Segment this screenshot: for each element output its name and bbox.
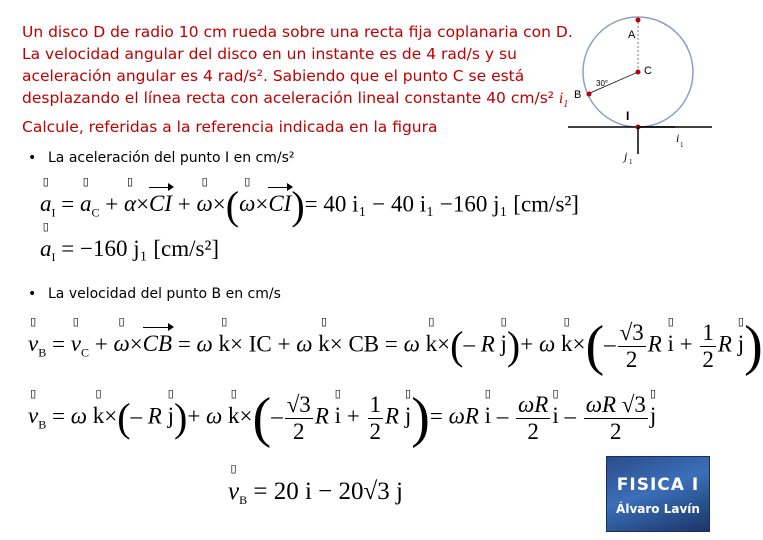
angle-label: 30°	[596, 79, 609, 88]
bullet-text: La aceleración del punto I en cm/s²	[48, 150, 295, 166]
equation-accel-I-result: ▯ $a_I = -160$ j₁ [cm/s²]	[40, 236, 219, 265]
label-I: I	[626, 109, 630, 123]
logo-title: FISICA I	[616, 475, 700, 495]
bullet-mark: •	[28, 286, 37, 302]
equation-accel-I-result-rhs: = −160 j₁ [cm/s²]	[61, 236, 220, 261]
problem-line-3: aceleración angular es 4 rad/s². Sabiendo que el punto C se está	[22, 67, 525, 85]
point-A	[636, 18, 641, 23]
problem-line-2: La velocidad angular del disco en un instante es de 4 rad/s y su	[22, 45, 517, 63]
equation-velocity-B-2: ▯ $v_B = \omega$ ▯ k×(– R ▯ j)+ ω ▯ k×(– $\frac{√3}{2}$ R ▯ i + $\frac{1}{2}$ R ▯ j)= ωR ▯ i – $\frac{\omega R}{2}$ ▯ i – $\frac{\omega R √3}{2}$ ▯ j	[28, 390, 656, 446]
equation-velocity-B-final-rhs: = 20 i − 20√3 j	[253, 478, 403, 505]
equation-accel-I-rhs: = 40 i₁ − 40 i₁ −160 j₁ [cm/s²]	[304, 191, 579, 217]
disk-figure	[560, 14, 720, 166]
label-B: B	[574, 89, 582, 101]
unit-vector-sub: 1	[563, 99, 569, 111]
unit-vector-letter: i	[558, 90, 564, 107]
problem-statement	[22, 21, 573, 138]
equation-velocity-B-final: ▯ $v_B = 20$ i − 20√3 j	[228, 478, 403, 508]
logo-author: Álvaro Lavín	[616, 502, 700, 516]
point-B	[587, 92, 592, 97]
axis-j-sub: 1	[629, 158, 633, 166]
bullet-mark: •	[28, 150, 37, 166]
bullet-acceleration-I	[28, 150, 294, 166]
equation-accel-I: ▯ $a_I$ = ▯ $a_C$ + ▯ α×CI + ▯ ω×(▯ ω×CI)= 40 i₁ − 40 i₁ −160 j₁ [cm/s²]	[40, 178, 579, 234]
bullet-text: La velocidad del punto B en cm/s	[48, 286, 281, 302]
label-C: C	[644, 65, 652, 77]
problem-line-4	[22, 87, 569, 116]
axis-j-label: j	[624, 149, 628, 163]
axis-i-label: i	[676, 131, 680, 145]
label-A: A	[628, 29, 636, 41]
bullet-velocity-B	[28, 286, 281, 302]
problem-line-1: Un disco D de radio 10 cm rueda sobre una recta fija coplanaria con D.	[22, 23, 573, 41]
axis-i-sub: 1	[680, 141, 684, 149]
problem-line-5: Calcule, referidas a la referencia indicada en la figura	[22, 118, 438, 137]
problem-line-4-text: desplazando el línea recta con aceleración lineal constante 40 cm/s²	[22, 89, 554, 107]
point-C	[636, 70, 641, 75]
fisica-logo	[606, 456, 710, 532]
equation-velocity-B-1: ▯ $v_B$ = ▯ $v_C$ + ▯ ω×CB = ω ▯ k× IC + ω ▯ k× CB = ω ▯ k×(– R ▯ j)+ ω ▯ k×(– $\frac{√3}{2}$ R ▯ i + $\frac{1}{2}$ R ▯ j)	[28, 318, 763, 374]
rotation-arrow	[660, 22, 688, 48]
